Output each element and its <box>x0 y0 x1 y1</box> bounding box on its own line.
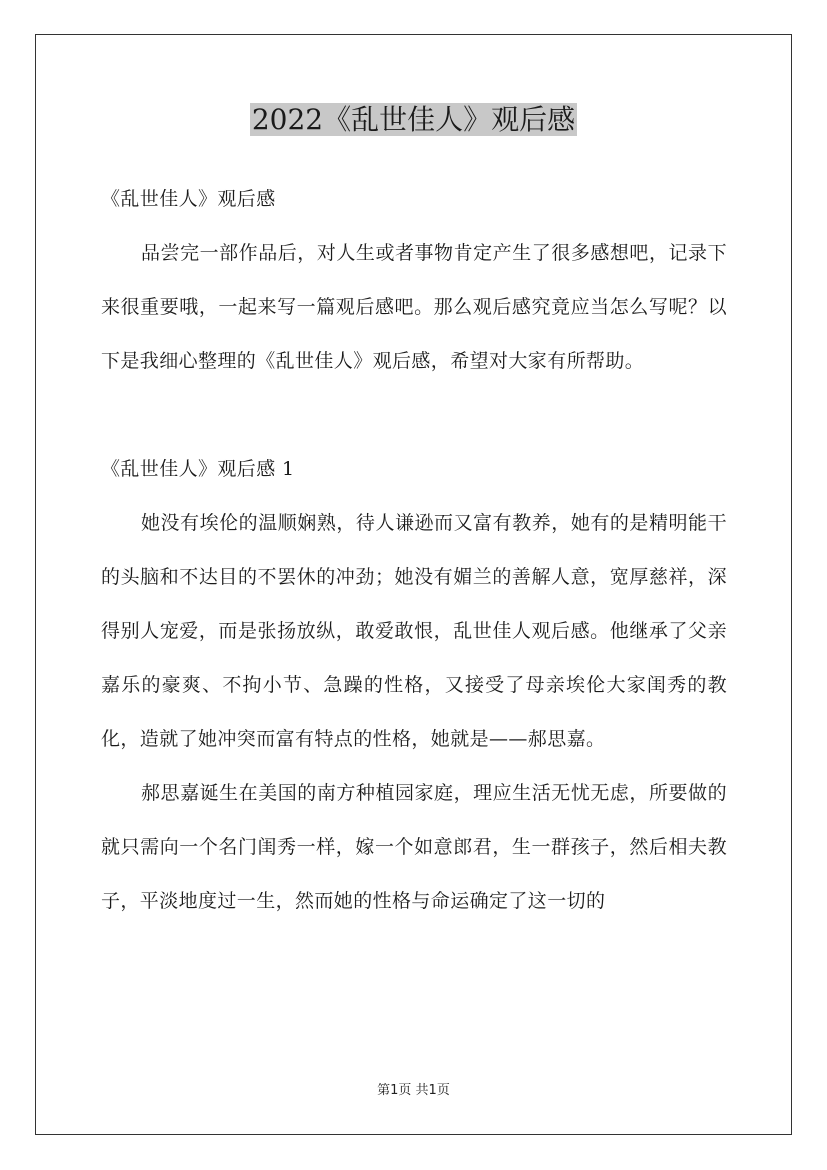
intro-paragraph: 品尝完一部作品后，对人生或者事物肯定产生了很多感想吧，记录下来很重要哦，一起来写一篇观后感吧。那么观后感究竟应当怎么写呢？以下是我细心整理的《乱世佳人》观后感，希望对大家有所帮助。 <box>101 242 727 372</box>
document-title-text: 2022《乱世佳人》观后感 <box>251 103 576 136</box>
document-body <box>101 172 727 928</box>
document-title <box>0 100 827 140</box>
paragraph-spacer <box>101 388 727 442</box>
body-paragraph-2: 郝思嘉诞生在美国的南方种植园家庭，理应生活无忧无虑，所要做的就只需向一个名门闺秀一样，嫁一个如意郎君，生一群孩子，然后相夫教子，平淡地度过一生，然而她的性格与命运确定了这一切的 <box>101 782 727 912</box>
body-paragraph-1: 她没有埃伦的温顺娴熟，待人谦逊而又富有教养，她有的是精明能干的头脑和不达目的不罢休的冲劲；她没有媚兰的善解人意，宽厚慈祥，深得别人宠爱，而是张扬放纵，敢爱敢恨，乱世佳人观后感。他继承了父亲嘉乐的豪爽、不拘小节、急躁的性格，又接受了母亲埃伦大家闺秀的教化，造就了她冲突而富有特点的性格，她就是——郝思嘉。 <box>101 512 727 750</box>
section-heading: 《乱世佳人》观后感 1 <box>101 458 295 480</box>
document-subtitle: 《乱世佳人》观后感 <box>101 188 276 210</box>
page-footer: 第1页 共1页 <box>377 1083 450 1098</box>
